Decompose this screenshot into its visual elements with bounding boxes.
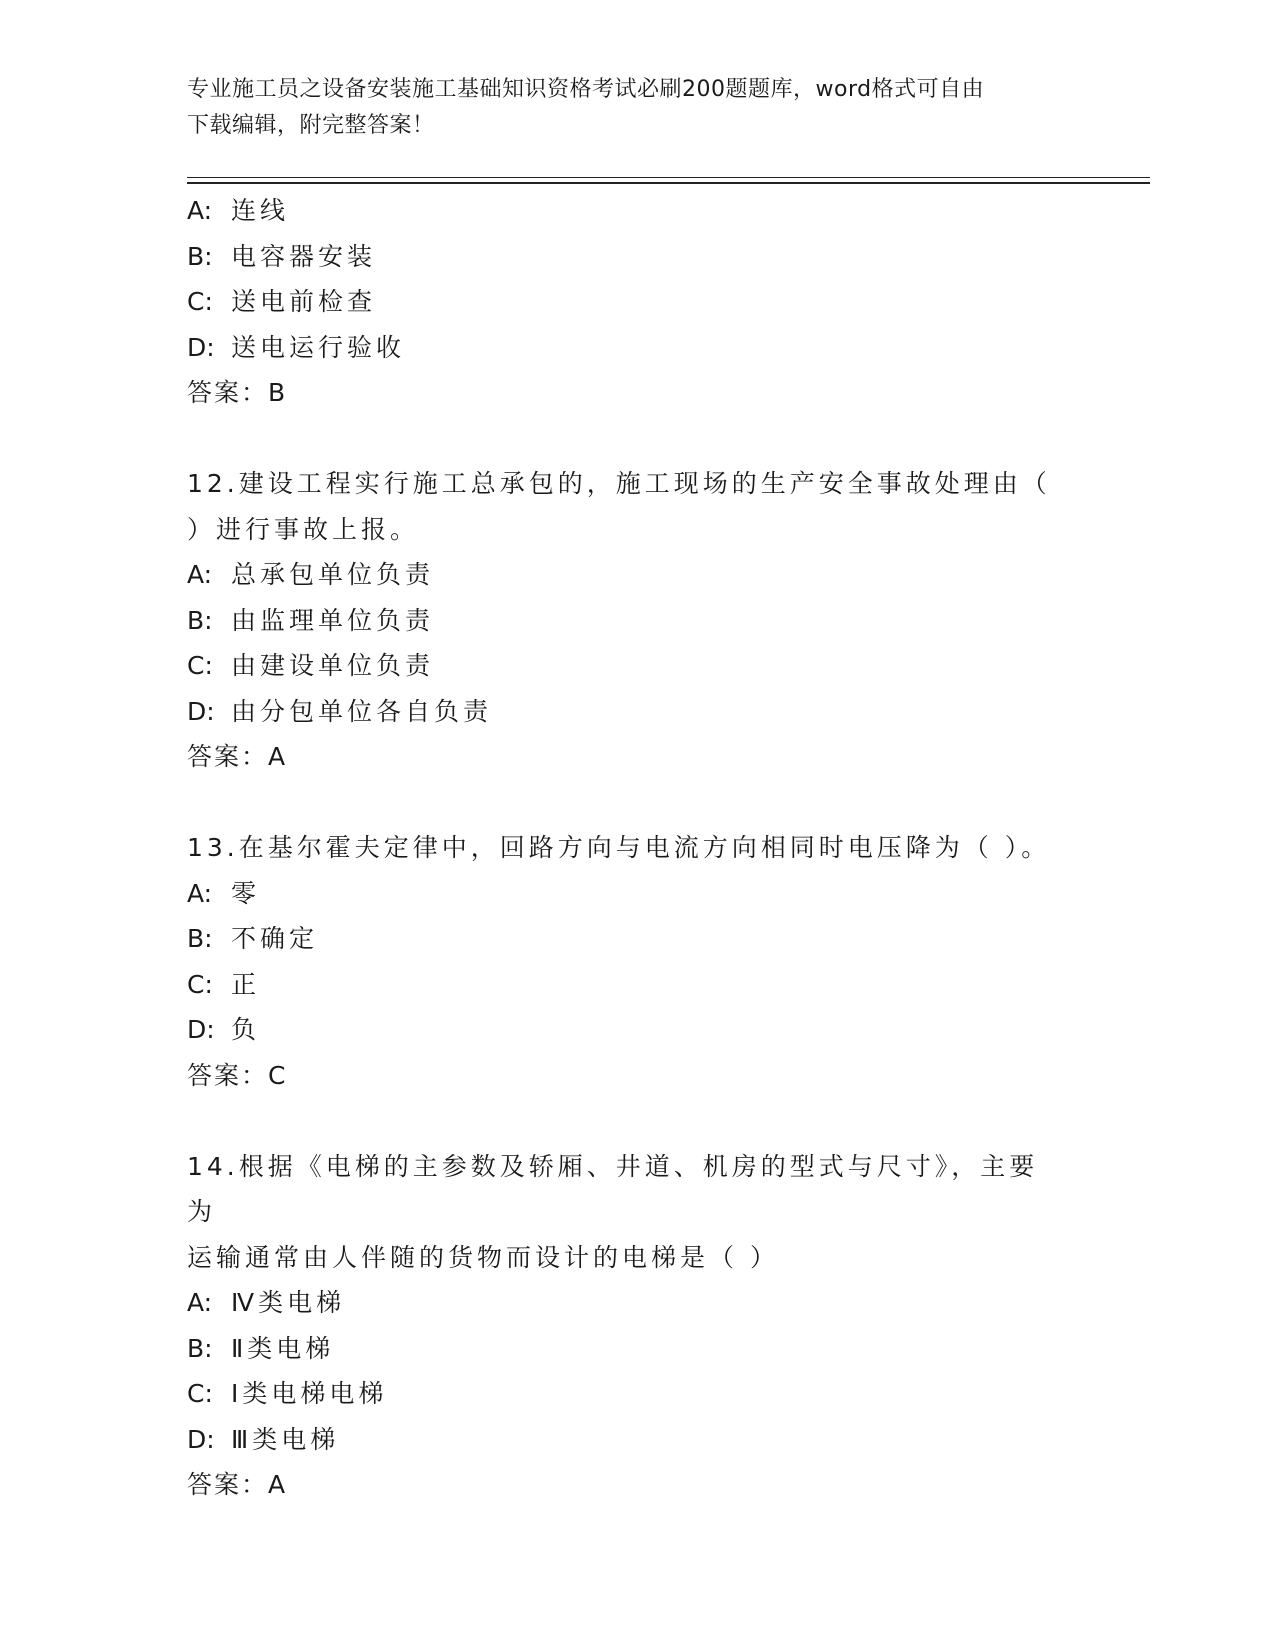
option-label: A: <box>187 560 213 589</box>
option-label: C: <box>187 969 213 999</box>
option-label: C: <box>187 651 213 680</box>
option-a <box>187 1280 1087 1326</box>
option-text: 连线 <box>231 196 290 225</box>
question-stem <box>187 825 1067 871</box>
question-stem <box>187 1144 1067 1281</box>
option-label: B: <box>187 1333 213 1363</box>
option-text: 送电前检查 <box>231 287 377 316</box>
option-text: 由分包单位各自负责 <box>231 696 493 726</box>
option-label: B: <box>187 241 213 271</box>
option-b <box>187 598 1087 644</box>
option-label: C: <box>187 1379 213 1408</box>
option-c <box>187 643 1087 689</box>
option-label: A: <box>187 1288 213 1317</box>
answer-line: 答案：A <box>187 742 288 771</box>
option-text: 总承包单位负责 <box>231 560 435 589</box>
option-d <box>187 1417 1087 1463</box>
header-line-2: 下载编辑，附完整答案！ <box>187 113 435 138</box>
option-label: B: <box>187 605 213 635</box>
question-stem-line-2: 运输通常由人伴随的货物而设计的电梯是（ ） <box>187 1242 779 1272</box>
option-text: 送电运行验收 <box>231 332 406 362</box>
option-label: A: <box>187 196 213 225</box>
question-stem-line-1: 14.根据《电梯的主参数及轿厢、井道、机房的型式与尺寸》，主要为 <box>187 1151 1039 1226</box>
option-b <box>187 1326 1087 1372</box>
option-text: Ⅲ类电梯 <box>231 1424 340 1454</box>
option-b <box>187 234 1087 280</box>
spacer <box>187 1098 1087 1144</box>
question-stem-line-2: ）进行事故上报。 <box>187 514 420 544</box>
option-label: D: <box>187 696 215 726</box>
question-13 <box>187 825 1087 1098</box>
option-d <box>187 325 1087 371</box>
option-text: 由监理单位负责 <box>231 605 435 635</box>
question-stem-line-1: 12.建设工程实行施工总承包的，施工现场的生产安全事故处理由（ <box>187 469 1051 498</box>
option-text: Ⅱ类电梯 <box>231 1333 335 1363</box>
option-a <box>187 188 1087 234</box>
question-14 <box>187 1144 1087 1508</box>
question-list <box>187 188 1087 1508</box>
option-text: 由建设单位负责 <box>231 651 435 680</box>
option-label: A: <box>187 878 213 908</box>
option-a <box>187 871 1087 917</box>
option-text: 负 <box>231 1015 261 1044</box>
question-11 <box>187 188 1087 416</box>
header-divider-thick <box>187 182 1150 184</box>
option-c <box>187 962 1087 1008</box>
answer-line: 答案：A <box>187 1470 288 1499</box>
option-text: 正 <box>231 969 261 999</box>
option-d <box>187 689 1087 735</box>
option-text: Ⅰ类电梯电梯 <box>231 1379 388 1408</box>
answer-line: 答案：C <box>187 1060 288 1090</box>
question-stem <box>187 461 1067 552</box>
option-label: D: <box>187 1424 215 1454</box>
header-divider-thin <box>187 177 1150 178</box>
option-b <box>187 916 1087 962</box>
question-stem-line-1: 13.在基尔霍夫定律中，回路方向与电流方向相同时电压降为（ ）。 <box>187 833 1051 862</box>
option-text: 电容器安装 <box>231 241 377 271</box>
option-d <box>187 1007 1087 1053</box>
answer-line: 答案：B <box>187 378 288 407</box>
spacer <box>187 780 1087 826</box>
option-a <box>187 552 1087 598</box>
header-line-1: 专业施工员之设备安装施工基础知识资格考试必刷200题题库，word格式可自由 <box>187 77 985 102</box>
option-label: D: <box>187 1015 215 1044</box>
option-label: D: <box>187 332 215 362</box>
option-c <box>187 1371 1087 1417</box>
option-label: B: <box>187 924 213 953</box>
document-header <box>187 72 1067 144</box>
spacer <box>187 416 1087 462</box>
option-text: Ⅳ类电梯 <box>231 1288 346 1317</box>
option-text: 不确定 <box>231 924 319 953</box>
option-label: C: <box>187 287 213 316</box>
option-text: 零 <box>231 878 261 908</box>
option-c <box>187 279 1087 325</box>
question-12 <box>187 461 1087 780</box>
